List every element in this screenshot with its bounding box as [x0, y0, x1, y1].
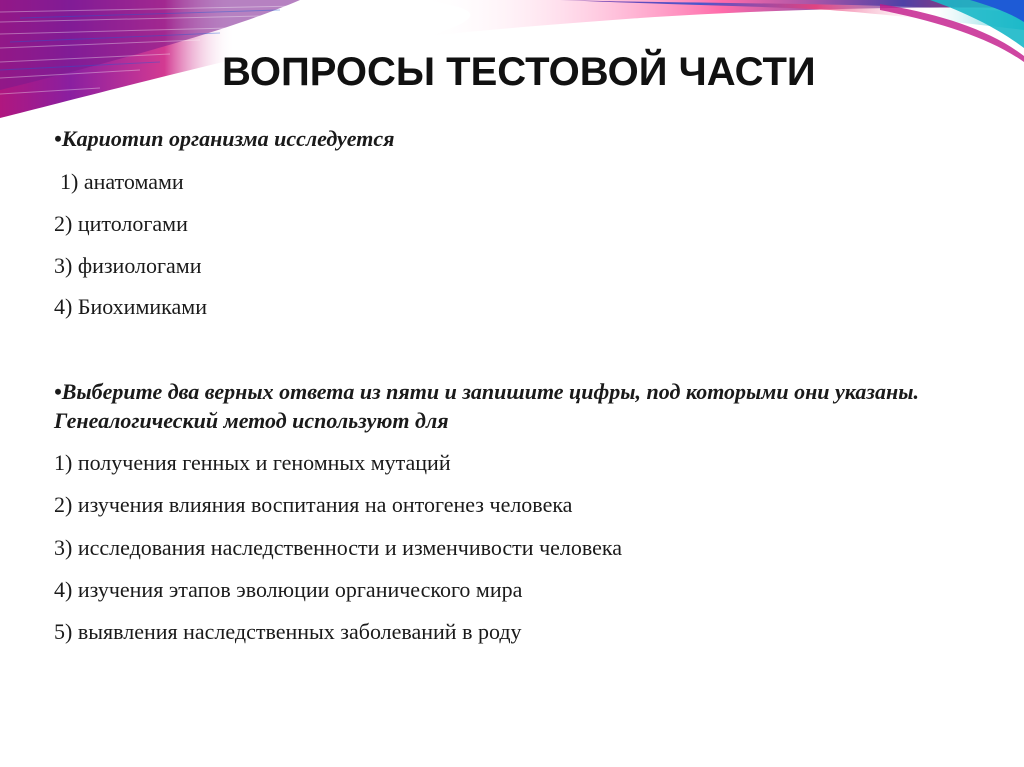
question-2-text: •Выберите два верных ответа из пяти и запишите цифры, под которыми они указаны. Генеалогический метод используют для	[54, 379, 919, 433]
question-1-option-2: 2) цитологами	[54, 211, 188, 236]
page-title: ВОПРОСЫ ТЕСТОВОЙ ЧАСТИ	[222, 50, 816, 94]
question-1-option-1: 1) анатомами	[60, 169, 184, 194]
question-1-option-3: 3) физиологами	[54, 253, 202, 278]
question-2-option-2: 2) изучения влияния воспитания на онтогенез человека	[54, 492, 573, 517]
question-1-option-4: 4) Биохимиками	[54, 294, 207, 319]
question-2-option-1: 1) получения генных и геномных мутаций	[54, 450, 451, 475]
question-2-option-5: 5) выявления наследственных заболеваний в роду	[54, 619, 522, 644]
question-2-option-3: 3) исследования наследственности и изменчивости человека	[54, 535, 623, 560]
question-1-text: •Кариотип организма исследуется	[54, 126, 395, 151]
question-2-option-4: 4) изучения этапов эволюции органического мира	[54, 577, 523, 602]
